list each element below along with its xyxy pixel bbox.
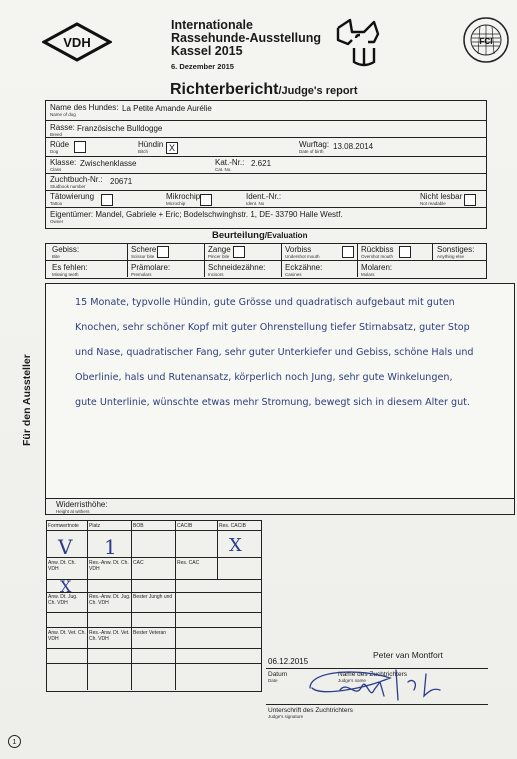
incisors-label: Schneidezähne: [208, 263, 266, 272]
pincer-bite-checkbox[interactable] [233, 246, 245, 258]
microchip-sublabel: Microchip [166, 201, 186, 206]
female-label: Hündin [138, 140, 164, 149]
scissor-bite-checkbox[interactable] [157, 246, 169, 258]
microchip-checkbox[interactable] [200, 194, 212, 206]
undershot-sublabel: Undershot mouth [285, 254, 320, 259]
undershot-label: Vorbiss [285, 245, 312, 254]
date-sublabel: Date [268, 678, 278, 683]
incisors-sublabel: Incisors [208, 272, 224, 277]
junior-mark: X [60, 577, 72, 596]
date-value: 06.12.2015 [268, 657, 309, 666]
owner-label: Eigentümer: Mandel, Gabriele + Eric; Bodelschwinghstr. 1, DE- 33790 Halle Westf. [50, 210, 343, 219]
catalog-label: Kat.-Nr.: [215, 158, 245, 167]
platz-mark: 1 [104, 535, 117, 559]
studbook-value: 20671 [110, 177, 133, 186]
res-cacib-mark: X [229, 535, 242, 556]
date-label: Datum [268, 671, 288, 678]
signature-sublabel: Judge's signature [268, 714, 304, 719]
breed-value: Französische Bulldogge [77, 124, 163, 133]
missing-label: Es fehlen: [52, 263, 88, 272]
birth-date-label: Wurftag: [299, 140, 330, 149]
page-number: 1 [8, 735, 21, 748]
male-checkbox[interactable] [74, 141, 86, 153]
female-checkbox[interactable]: X [166, 142, 178, 154]
svg-text:VDH: VDH [63, 35, 91, 50]
overshot-checkbox[interactable] [399, 246, 411, 258]
owner-value: Mandel, Gabriele + Eric; Bodelschwinghstr. 1, DE- 33790 Halle Westf. [95, 210, 343, 219]
catalog-value: 2.621 [251, 159, 272, 168]
anw-vet-ch: Anw. Dt. Vet. Ch. VDH [48, 630, 86, 642]
height-sublabel: Height at withers [56, 509, 90, 514]
pincer-bite-label: Zange [208, 245, 231, 254]
name-sublabel: Name of dog [50, 112, 76, 117]
bite-label: Gebiss: [52, 245, 80, 254]
pincer-bite-sublabel: Pincer bite [208, 254, 230, 259]
vdh-logo [42, 22, 112, 62]
dog-head-logo [334, 18, 390, 68]
evaluation-text: 15 Monate, typvolle Hündin, gute Grösse und quadratisch aufgebaut mit guten Knochen, sehr schöner Kopf mit guter Ohrenstellung tiefer Stirnabsatz, guter Stop und Nase, quadratischer Fang, sehr guter Unterkiefer und Gebiss, schöne Hals und Oberlinie, hals und Rutenansatz, körperlich noch Jung, sehr gute Winkelungen, gute Unterlinie, wünschte etwas mehr Stromung, bewegt sich in diesem Alter gut. [75, 297, 474, 408]
anw-jug-ch: Anw. Dt. Jug. Ch. VDH [48, 594, 78, 606]
dog-name-value: La Petite Amande Aurélie [122, 104, 212, 113]
female-sublabel: Bitch [138, 149, 149, 154]
evaluation-title: Beurteilung/Evaluation [212, 230, 308, 241]
height-box [45, 498, 515, 515]
molars-label: Molaren: [361, 263, 393, 272]
judge-signature [300, 660, 450, 708]
svg-text:FCI: FCI [479, 37, 493, 46]
report-title: Richterbericht/Judge's report [170, 81, 358, 98]
class-sublabel: Class [50, 167, 62, 172]
event-title: Internationale Rassehunde-Ausstellung Kassel 2015 [171, 18, 322, 58]
col-platz: Platz [89, 523, 101, 529]
birth-date-sublabel: Date of birth [299, 149, 324, 154]
col-bob: BOB [133, 523, 144, 529]
teeth-grid [45, 243, 487, 279]
tattoo-sublabel: Tattoo [50, 201, 63, 206]
not-readable-label: Nicht lesbar [420, 192, 463, 201]
not-readable-sublabel: Not readable [420, 201, 446, 206]
undershot-checkbox[interactable] [342, 246, 354, 258]
scissor-bite-sublabel: Scissor bite [131, 254, 155, 259]
height-label: Widerristhöhe: [56, 500, 108, 509]
canines-sublabel: Canines [285, 272, 302, 277]
side-label: Für den Aussteller [21, 354, 33, 446]
scissor-bite-label: Schere [131, 245, 157, 254]
anw-ch-vdh: Anw. Dt. Ch. VDH [48, 560, 76, 572]
overshot-sublabel: Overshot mouth [361, 254, 394, 259]
premolars-sublabel: Premolars [131, 272, 152, 277]
microchip-label: Mikrochip [166, 192, 201, 201]
class-value: Zwischenklasse [80, 159, 137, 168]
breed-label: Rasse: [50, 123, 75, 132]
canines-label: Eckzähne: [285, 263, 323, 272]
event-date: 6. Dezember 2015 [171, 62, 234, 71]
res-cac: Res. CAC [177, 560, 200, 566]
name-label: Name des Hundes: [50, 103, 119, 112]
col-res-cacib: Res. CACIB [219, 523, 246, 529]
birth-date-value: 13.08.2014 [333, 142, 374, 151]
studbook-sublabel: Studbook number [50, 184, 86, 189]
male-sublabel: Dog [50, 149, 59, 154]
res-anw-vet-ch: Res.-Anw. Dt. Vet. Ch. VDH [89, 630, 130, 642]
col-formwert: Formwertnote [48, 523, 79, 529]
tattoo-label: Tätowierung [50, 192, 95, 201]
res-anw-ch-vdh: Res.-Anw. Dt. Ch. VDH [89, 560, 129, 572]
signature-label: Unterschrift des Zuchtrichters [268, 707, 353, 714]
best-veteran: Bester Veteran [133, 630, 167, 636]
molars-sublabel: Molars [361, 272, 375, 277]
missing-sublabel: Missing teeth [52, 272, 79, 277]
res-anw-jug-ch: Res.-Anw. Dt. Jug. Ch. VDH [89, 594, 131, 606]
other-label: Sonstiges: [437, 245, 475, 254]
best-junior: Bester Jungh und [133, 594, 173, 600]
judge-name-sublabel: Judge's name [338, 678, 366, 683]
catalog-sublabel: Cat. No. [215, 167, 232, 172]
col-cacib: CACIB [177, 523, 193, 529]
fci-seal-logo [462, 16, 510, 64]
tattoo-checkbox[interactable] [101, 194, 113, 206]
studbook-label: Zuchtbuch-Nr.: [50, 175, 103, 184]
judge-name-print: Peter van Montfort [373, 650, 443, 660]
owner-sublabel: Owner [50, 219, 64, 224]
other-sublabel: Anything else [437, 254, 465, 259]
class-label: Klasse: [50, 158, 77, 167]
bite-sublabel: Bite [52, 254, 60, 259]
not-readable-checkbox[interactable] [464, 194, 476, 206]
judge-name-label: Name des Zuchtrichters [338, 671, 407, 678]
ident-sublabel: Ident. No [246, 201, 265, 206]
breed-sublabel: Breed [50, 132, 63, 137]
formwert-mark: V [58, 535, 73, 559]
premolars-label: Prämolare: [131, 263, 171, 272]
overshot-label: Rückbiss [361, 245, 394, 254]
male-label: Rüde [50, 140, 70, 149]
cac: CAC [133, 560, 144, 566]
ident-label: Ident.-Nr.: [246, 192, 282, 201]
